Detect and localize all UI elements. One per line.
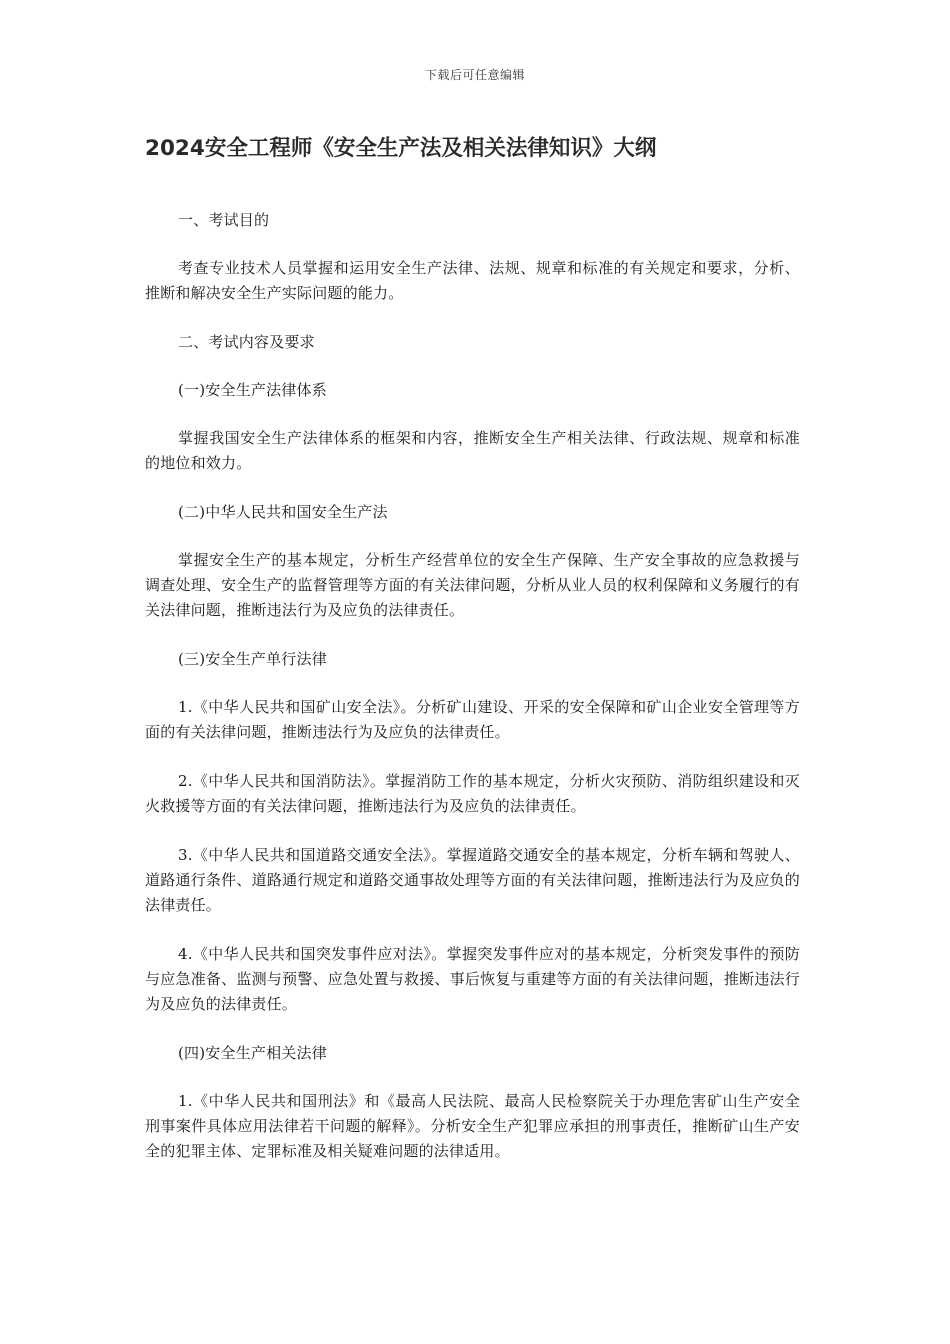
list-item-fire-law: 2.《中华人民共和国消防法》。掌握消防工作的基本规定，分析火灾预防、消防组织建设和灭火救援等方面的有关法律问题，推断违法行为及应负的法律责任。 (145, 772, 800, 815)
subsection-heading-legal-system: (一)安全生产法律体系 (178, 381, 327, 399)
paragraph-legal-system: 掌握我国安全生产法律体系的框架和内容，推断安全生产相关法律、行政法规、规章和标准的地位和效力。 (145, 429, 800, 472)
paragraph-safety-law: 掌握安全生产的基本规定，分析生产经营单位的安全生产保障、生产安全事故的应急救援与调查处理、安全生产的监督管理等方面的有关法律问题，分析从业人员的权利保障和义务履行的有关法律问题，推断违法行为及应负的法律责任。 (145, 551, 800, 619)
document-body (145, 134, 800, 1188)
subsection-heading-single-laws: (三)安全生产单行法律 (178, 650, 327, 668)
list-item-emergency-law: 4.《中华人民共和国突发事件应对法》。掌握突发事件应对的基本规定，分析突发事件的预防与应急准备、监测与预警、应急处置与救援、事后恢复与重建等方面的有关法律问题，推断违法行为及应负的法律责任。 (145, 945, 800, 1013)
paragraph-exam-purpose: 考查专业技术人员掌握和运用安全生产法律、法规、规章和标准的有关规定和要求，分析、推断和解决安全生产实际问题的能力。 (145, 259, 800, 302)
list-item-road-traffic-law: 3.《中华人民共和国道路交通安全法》。掌握道路交通安全的基本规定，分析车辆和驾驶人、道路通行条件、道路通行规定和道路交通事故处理等方面的有关法律问题，推断违法行为及应负的法律责任。 (145, 846, 800, 914)
subsection-heading-related-laws: (四)安全生产相关法律 (178, 1044, 327, 1062)
list-item-mine-safety-law: 1.《中华人民共和国矿山安全法》。分析矿山建设、开采的安全保障和矿山企业安全管理等方面的有关法律问题，推断违法行为及应负的法律责任。 (145, 698, 800, 741)
subsection-heading-safety-law: (二)中华人民共和国安全生产法 (178, 503, 388, 521)
section-heading-exam-purpose: 一、考试目的 (178, 211, 270, 229)
list-item-criminal-law: 1.《中华人民共和国刑法》和《最高人民法院、最高人民检察院关于办理危害矿山生产安全刑事案件具体应用法律若干问题的解释》。分析安全生产犯罪应承担的刑事责任，推断矿山生产安全的犯罪主体、定罪标准及相关疑难问题的法律适用。 (145, 1092, 800, 1160)
document-title: 2024安全工程师《安全生产法及相关法律知识》大纲 (145, 136, 657, 161)
page-header-note: 下载后可任意编辑 (424, 68, 525, 82)
section-heading-exam-content: 二、考试内容及要求 (178, 333, 315, 351)
